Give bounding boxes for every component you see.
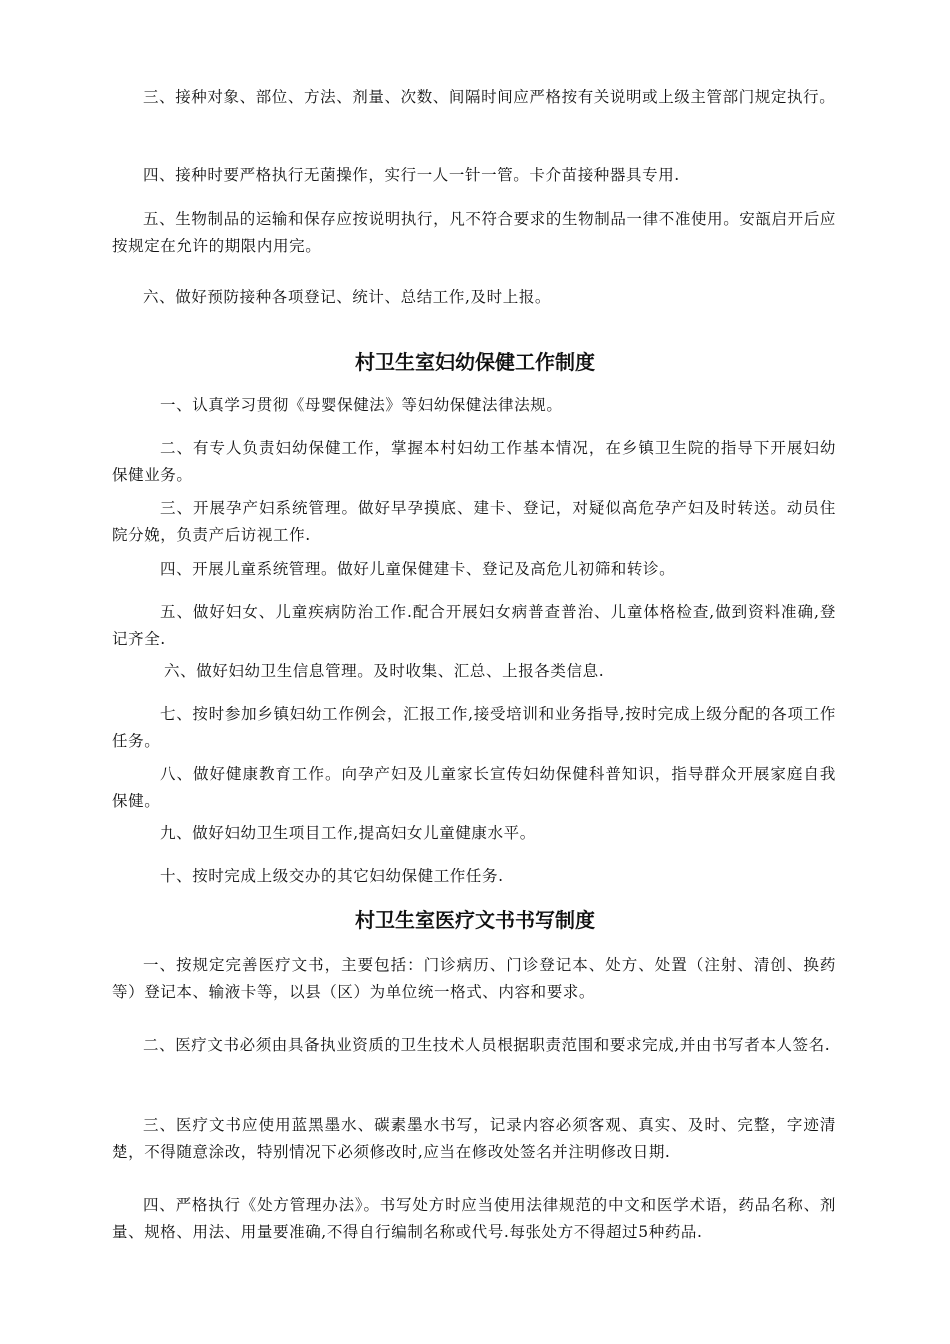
paragraph-vaccination-4: 四、接种时要严格执行无菌操作，实行一人一针一管。卡介苗接种器具专用. — [143, 166, 680, 184]
paragraph-docs-1: 一、按规定完善医疗文书，主要包括：门诊病历、门诊登记本、处方、处置（注射、清创、换药等）登记本、输液卡等，以县（区）为单位统一格式、内容和要求。 — [112, 956, 836, 1001]
paragraph-vaccination-3: 三、接种对象、部位、方法、剂量、次数、间隔时间应严格按有关说明或上级主管部门规定执行。 — [143, 88, 836, 106]
paragraph-mch-10: 十、按时完成上级交办的其它妇幼保健工作任务. — [160, 867, 504, 885]
paragraph-docs-2: 二、医疗文书必须由具备执业资质的卫生技术人员根据职责范围和要求完成,并由书写者本人签名. — [143, 1036, 831, 1054]
paragraph-mch-1: 一、认真学习贯彻《母婴保健法》等妇幼保健法律法规。 — [160, 396, 563, 414]
paragraph-vaccination-6: 六、做好预防接种各项登记、统计、总结工作,及时上报。 — [143, 288, 552, 306]
paragraph-mch-4: 四、开展儿童系统管理。做好儿童保健建卡、登记及高危儿初筛和转诊。 — [160, 560, 676, 578]
paragraph-docs-4: 四、严格执行《处方管理办法》。书写处方时应当使用法律规范的中文和医学术语，药品名称、剂量、规格、用法、用量要准确,不得自行编制名称或代号.每张处方不得超过5种药品. — [112, 1196, 836, 1241]
paragraph-docs-3: 三、医疗文书应使用蓝黑墨水、碳素墨水书写，记录内容必须客观、真实、及时、完整，字迹清楚，不得随意涂改，特别情况下必须修改时,应当在修改处签名并注明修改日期. — [112, 1116, 836, 1161]
paragraph-mch-3: 三、开展孕产妇系统管理。做好早孕摸底、建卡、登记，对疑似高危孕产妇及时转送。动员住院分娩，负责产后访视工作. — [112, 499, 836, 544]
heading-maternal-child-health: 村卫生室妇幼保健工作制度 — [355, 350, 595, 374]
heading-medical-documents: 村卫生室医疗文书书写制度 — [355, 908, 595, 932]
paragraph-mch-7: 七、按时参加乡镇妇幼工作例会，汇报工作,接受培训和业务指导,按时完成上级分配的各项工作任务。 — [112, 705, 836, 750]
paragraph-vaccination-5: 五、生物制品的运输和保存应按说明执行，凡不符合要求的生物制品一律不准使用。安瓿启开后应按规定在允许的期限内用完。 — [112, 210, 836, 255]
paragraph-mch-2: 二、有专人负责妇幼保健工作，掌握本村妇幼工作基本情况，在乡镇卫生院的指导下开展妇幼保健业务。 — [112, 439, 836, 484]
paragraph-mch-6: 六、做好妇幼卫生信息管理。及时收集、汇总、上报各类信息. — [164, 662, 605, 680]
paragraph-mch-9: 九、做好妇幼卫生项目工作,提高妇女儿童健康水平。 — [160, 824, 536, 842]
paragraph-mch-5: 五、做好妇女、儿童疾病防治工作.配合开展妇女病普查普治、儿童体格检查,做到资料准确,登记齐全. — [112, 603, 836, 648]
paragraph-mch-8: 八、做好健康教育工作。向孕产妇及儿童家长宣传妇幼保健科普知识，指导群众开展家庭自我保健。 — [112, 765, 836, 810]
